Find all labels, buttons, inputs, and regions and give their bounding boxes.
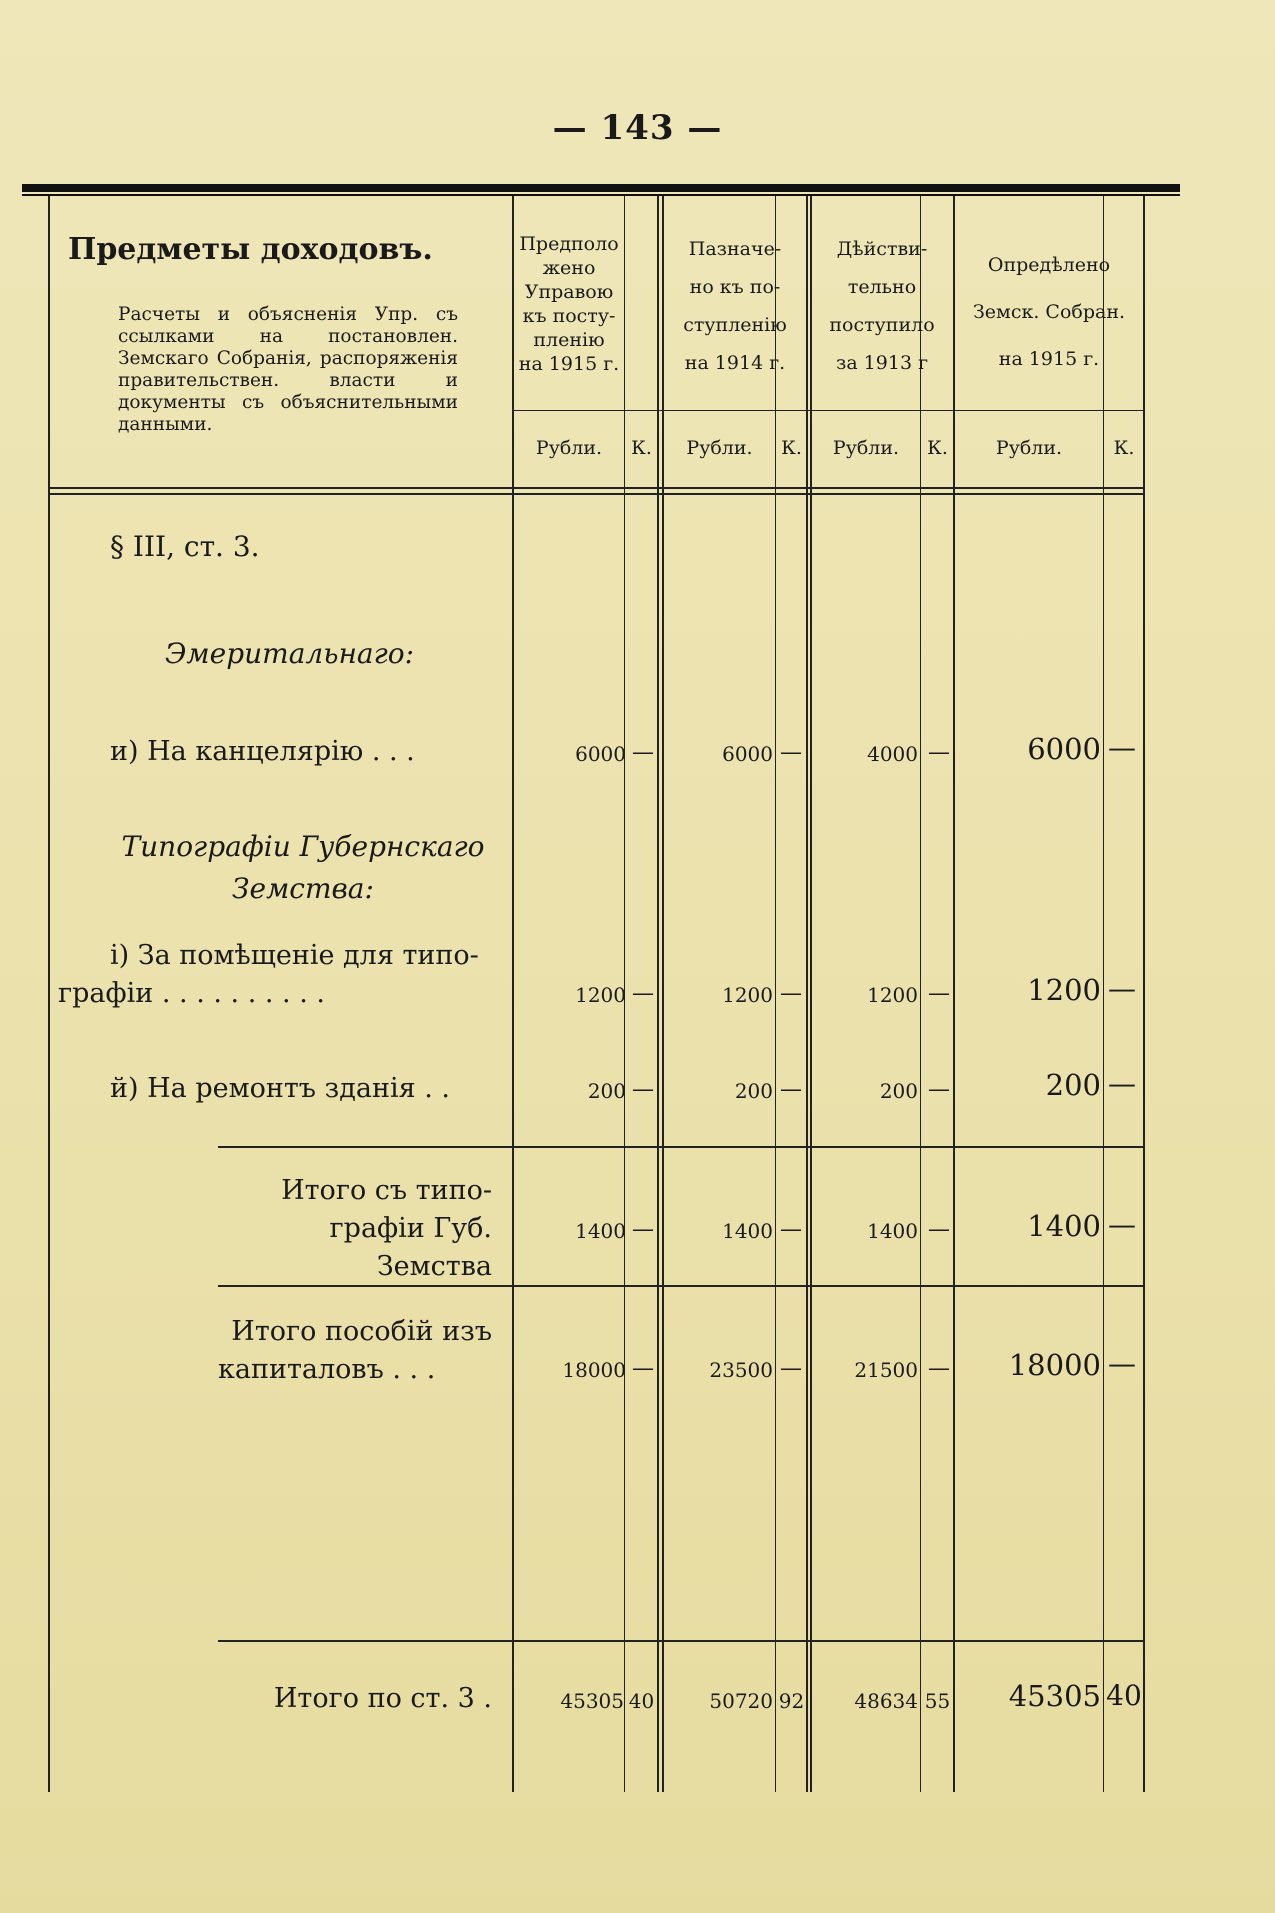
row-label: графіи . . . . . . . . . .	[58, 978, 325, 1009]
cell-kop: —	[632, 740, 654, 765]
unit-kop: К.	[927, 437, 948, 459]
cell-kop: —	[780, 981, 802, 1006]
cell-value: 1400	[1027, 1209, 1101, 1243]
column-subtitle: Расчеты и объясненія Упр. съ ссылками на постановлен. Земскаго Собранія, распоряженія правительствен. власти и документы съ объяснительными данными.	[118, 304, 458, 435]
header-col1: Предполо жено Управою къ посту- пленію на 1915 г.	[518, 233, 620, 375]
cell-value: 4000	[867, 742, 918, 766]
cell-value: 23500	[709, 1358, 773, 1382]
cell-kop: —	[632, 1077, 654, 1102]
cell-value: 1400	[722, 1219, 773, 1243]
unit-kop: К.	[1113, 437, 1135, 459]
table-border-right	[1143, 196, 1145, 1792]
subtotal-label: Итого пособій изъ капиталовъ . . .	[218, 1316, 492, 1385]
cell-value: 18000	[562, 1358, 626, 1382]
kop-divider	[1103, 196, 1104, 1792]
cell-value: 45305	[560, 1689, 624, 1713]
cell-value: 1400	[575, 1219, 626, 1243]
cell-kop: —	[1108, 731, 1136, 764]
cell-value: 6000	[575, 742, 626, 766]
cell-kop: —	[632, 1356, 654, 1381]
cell-value: 200	[587, 1079, 626, 1103]
cell-value: 6000	[722, 742, 773, 766]
cell-kop: —	[780, 1077, 802, 1102]
total-rule	[218, 1640, 1145, 1642]
cell-kop: —	[632, 1217, 654, 1242]
cell-kop: —	[1108, 972, 1136, 1005]
col-divider	[657, 196, 659, 1792]
cell-kop: —	[780, 1217, 802, 1242]
unit-kop: К.	[781, 437, 802, 459]
header-col3: Дѣйстви- тельно поступило за 1913 г	[829, 238, 935, 374]
cell-kop: —	[1108, 1208, 1136, 1241]
header-col2: Пазначе- но къ по- ступленію на 1914 г.	[683, 238, 787, 374]
cell-kop: 92	[778, 1689, 805, 1713]
unit-rub: Рубли.	[535, 437, 603, 459]
row-label: і) За помѣщеніе для типо-	[110, 940, 479, 971]
cell-kop: —	[928, 740, 950, 765]
subtotal-rule	[218, 1146, 1145, 1148]
header-bottom-rule	[48, 487, 1145, 489]
group-heading: Эмеритальнаго:	[165, 637, 415, 670]
cell-kop: —	[632, 981, 654, 1006]
cell-value: 45305	[1008, 1679, 1101, 1713]
cell-value: 21500	[854, 1358, 918, 1382]
cell-kop: —	[928, 1356, 950, 1381]
unit-rub: Рубли.	[832, 437, 900, 459]
cell-kop: —	[928, 981, 950, 1006]
cell-value: 200	[1045, 1068, 1101, 1102]
cell-kop: —	[780, 1356, 802, 1381]
cell-value: 1200	[867, 983, 918, 1007]
subtotal-label: Итого съ типо- графіи Губ. Земства	[281, 1175, 492, 1282]
top-rule-thin	[22, 194, 1180, 196]
top-rule	[22, 184, 1180, 192]
col-divider	[806, 196, 808, 1792]
unit-rub: Рубли.	[995, 437, 1063, 459]
cell-value: 48634	[854, 1689, 918, 1713]
cell-kop: —	[1108, 1347, 1136, 1380]
group-heading: Типографіи Губернскаго Земства:	[121, 830, 485, 905]
cell-value: 1200	[1027, 973, 1101, 1007]
cell-kop: —	[928, 1077, 950, 1102]
total-label: Итого по ст. 3 .	[273, 1683, 492, 1714]
unit-kop: К.	[631, 437, 652, 459]
cell-value: 1200	[575, 983, 626, 1007]
header-col4: Опредѣлено Земск. Собран. на 1915 г.	[972, 254, 1126, 370]
cell-kop: 40	[628, 1689, 655, 1713]
header-subrule	[512, 410, 1143, 411]
unit-rub: Рубли.	[686, 437, 753, 459]
cell-value: 200	[734, 1079, 773, 1103]
column-title: Предметы доходовъ.	[68, 232, 433, 267]
cell-value: 18000	[1008, 1348, 1101, 1382]
row-label: и) На канцелярію . . .	[110, 736, 415, 767]
cell-kop: 55	[924, 1689, 951, 1713]
header-bottom-rule	[48, 493, 1145, 495]
kop-divider	[920, 196, 921, 1792]
cell-value: 200	[879, 1079, 918, 1103]
row-label: й) На ремонтъ зданія . .	[110, 1073, 450, 1104]
cell-value: 1200	[722, 983, 773, 1007]
cell-kop: —	[780, 740, 802, 765]
cell-value: 1400	[867, 1219, 918, 1243]
cell-kop: 40	[1106, 1679, 1142, 1712]
page-number: — 143 —	[552, 108, 723, 148]
cell-value: 50720	[709, 1689, 773, 1713]
cell-kop: —	[928, 1217, 950, 1242]
table-border-left	[48, 196, 50, 1792]
kop-divider	[775, 196, 776, 1792]
cell-value: 6000	[1027, 732, 1101, 766]
section-heading: § III, ст. 3.	[110, 530, 260, 563]
cell-kop: —	[1108, 1067, 1136, 1100]
